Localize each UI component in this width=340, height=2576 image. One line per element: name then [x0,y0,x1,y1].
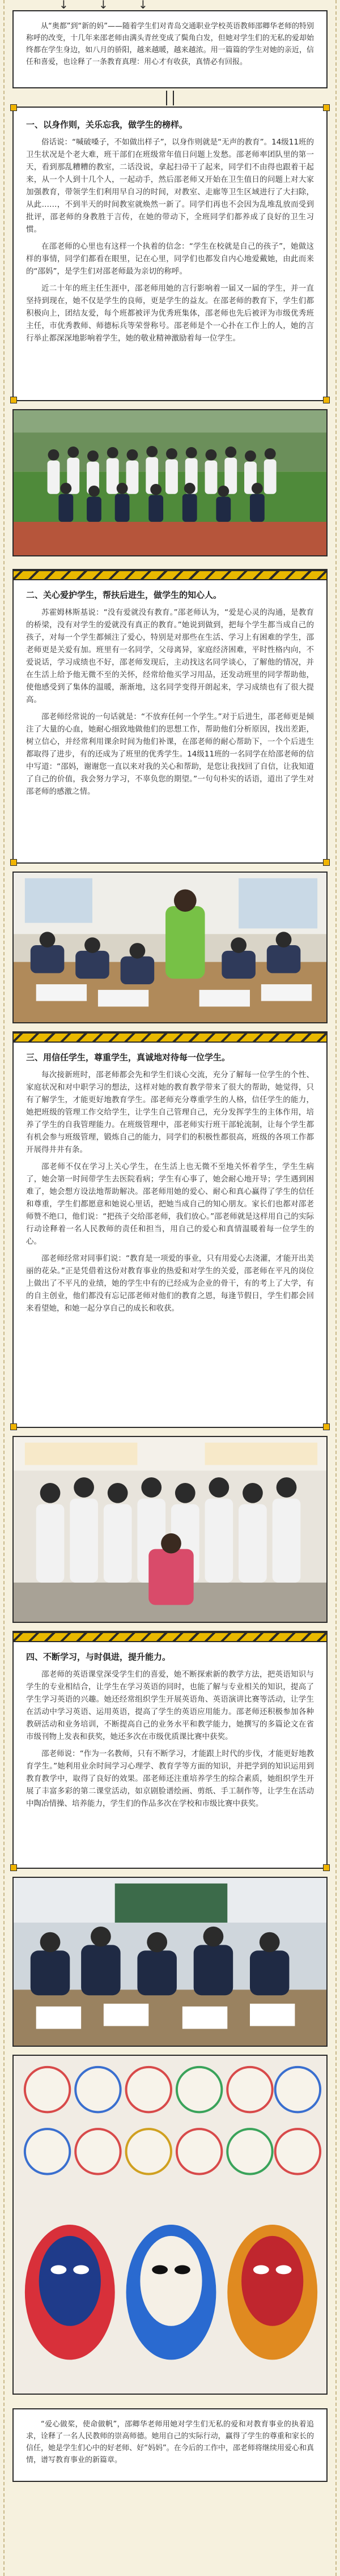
section3-paragraph: 每次接新班时，邵老师都会先和学生们谈心交流，充分了解每一位学生的个性、家庭状况和对中职学习的想法，这样对她的教育教学带来了很大的帮助，她觉得，只有了解学生，才能更好地教育学生。邵老师充分尊重学生的人格，信任学生的能力，她把班级的管理工作交给学生，让学生自己管理自己，充分发挥学生的主体作用，培养了学生的自我管理能力。在班级管理中，邵老师实行班干部轮流制，让每个学生都有机会参与班级管理，锻炼自己的能力，同学们的积极性都很高，班级的各项工作都开展得井井有条。 [26,1070,314,1154]
stripe-decoration [14,1632,326,1642]
down-arrow-icon: ↓ [99,0,108,11]
corner-decoration [323,1423,330,1430]
outro-text: “爱心做桨，使命做帆”，邵卿华老师用她对学生们无私的爱和对教育事业的执着追求，诠释了一名人民教师的崇高师德。她用自己的实际行动，赢得了学生的尊重和家长的信任，她是学生们心中的好老师、好“妈妈”。在今后的工作中，邵老师将继续用爱心和真情，谱写教育事业的新篇章。 [26,2420,314,2464]
classroom-photo-image [14,873,326,1022]
section1-paragraph: 在邵老师的心里也有这样一个执着的信念：“学生在校就是自己的孩子”，她做这样的事情，同学们都看在眼里，记在心里，同学们也都发自内心地爱戴她，由此而来的“邵妈”，是学生们对邵老师最为亲切的称呼。 [26,242,314,276]
corner-decoration [323,859,330,866]
section3-card [12,1031,328,1428]
class-group-photo-image [14,1437,326,1622]
corner-decoration [323,397,330,403]
section1-paragraph: 俗话说：“喊破嗓子，不如做出样子”，以身作则就是“无声的教育”。14级11班的卫生状况是个老大难，班干部们在班级常年值日问题上发愁。邵老师率团队里的第一天，看到那乱糟糟的教室，二话没说，拿起扫帚干了起来，同学们不由得也跟着干起来，从一个人到十几个人，一起动手，然后邵老师又开始在卫生值日的问题上对大家加强教育，带领学生们利用早自习的时间，对教室、走廊等卫生区域进行了大扫除，从此……，不到半天的时间教室就焕然一新了。同学们再也不会因为乱堆乱放而受到批评，邵老师的身教胜于言传，在她的带动下，全班同学们都养成了良好的卫生习惯。 [26,138,314,234]
outro-card [12,2408,328,2482]
down-arrow-icon: ↓ [138,0,148,11]
stripe-decoration [14,1032,326,1043]
opera-masks-photo [12,2055,328,2395]
stripe-decoration [14,570,326,580]
left-dashed-guide [3,0,5,2576]
section1-card [12,107,328,401]
corner-decoration [10,859,17,866]
section4-paragraph: 邵老师说：“作为一名教师，只有不断学习，才能跟上时代的步伐，才能更好地教育学生。”她利用业余时间学习心理学、教育学等方面的知识，并把学到的知识运用到教育教学中，取得了良好的效果。邵老师还注重培养学生的综合素质，她组织学生开展了丰富多彩的第二课堂活动，如京剧脸谱绘画、剪纸、手工制作等，让学生在活动中陶冶情操、培养能力，学生们的作品多次在学校和市级比赛中获奖。 [26,1749,314,1808]
section2-heading: 二、关心爱护学生，帮扶后进生，做学生的知心人。 [26,590,222,600]
down-arrow-icon: ↓ [59,0,69,11]
section4-heading: 四、不断学习，与时俱进，提升能力。 [26,1652,171,1662]
group-photo-image [14,410,326,555]
right-dashed-guide [335,0,337,2576]
section3-heading: 三、用信任学生，尊重学生，真诚地对待每一位学生。 [26,1052,231,1062]
students-working-photo [12,1877,328,2047]
corner-decoration [10,1864,17,1871]
class-group-photo [12,1436,328,1623]
section1-paragraph: 近二十年的班主任生涯中，邵老师用她的言行影响着一届又一届的学生，并一直坚持到现在，她不仅是学生的良师，更是学生的益友。在邵老师的教育下，学生们都积极向上，团结友爱，每个班都被评为优秀班集体，邵老师也先后被评为市级优秀班主任，市优秀教师、师德标兵等荣誉称号。邵老师是个一心扑在工作上的人，她的言行举止都深深地影响着学生，她的敬业精神激励着每一位学生。 [26,284,314,343]
section3-paragraph: 邵老师经常对同事们说：“教育是一项爱的事业，只有用爱心去浇灌，才能开出美丽的花朵。”正是凭借着这份对教育事业的热爱和对学生的关爱，邵老师在平凡的岗位上做出了不平凡的业绩，她的学生中有的已经成为企业的骨干，有的考上了大学，有的自主创业，他们都没有忘记邵老师对他们的教育之恩，每逢节假日，学生们都会回来看望她，和她一起分享自己的成长和收获。 [26,1254,314,1313]
section1-heading: 一、以身作则，关乐忘我，做学生的榜样。 [26,120,188,130]
corner-decoration [323,104,330,111]
connector [164,91,176,105]
corner-decoration [10,104,17,111]
section3-paragraph: 邵老师不仅在学习上关心学生，在生活上也无微不至地关怀着学生，学生生病了，她会第一时间带学生去医院看病；学生有心事了，她会耐心地开导；学生遇到困难了，她会想方设法地帮助解决。邵老师用她的爱心、耐心和真心赢得了学生的信任和尊重，学生们都愿意和她说心里话，把她当成自己的知心朋友。家长们也都对邵老师赞不绝口，他们说：“把孩子交给邵老师，我们放心。”邵老师就是这样用自己的实际行动诠释着一名人民教师的责任和担当，用自己的爱心和真情温暖着每一位学生的心。 [26,1162,314,1246]
students-working-photo-image [14,1878,326,2046]
corner-decoration [323,1864,330,1871]
section4-paragraph: 邵老师的英语课堂深受学生们的喜爱，她不断探索新的教学方法，把英语知识与学生的专业相结合，让学生在学习英语的同时，也能了解与专业相关的知识，提高了学生学习英语的兴趣。她还经常组织学生开展英语角、英语演讲比赛等活动，让学生在活动中学习英语、运用英语，提高了学生的英语应用能力。邵老师还积极参加各种教研活动和业务培训，不断提高自己的业务水平和教学能力，她撰写的多篇论文在省市级刊物上发表和获奖，她还多次在市级优质课比赛中获奖。 [26,1670,314,1741]
corner-decoration [10,1423,17,1430]
corner-decoration [10,397,17,403]
opera-masks-photo-image [14,2056,326,2394]
section2-card [12,569,328,864]
classroom-photo [12,872,328,1023]
section2-paragraph: 邵老师经常说的一句话就是：“不放弃任何一个学生。”对于后进生，邵老师更是倾注了大量的心血，她耐心细致地做他们的思想工作，帮助他们分析原因，找出差距，树立信心，并经常利用课余时间为他们补课，在邵老师的耐心帮助下，一个个后进生都取得了进步，有的还成为了班里的优秀学生。14级11班的一名同学在给邵老师的信中写道：“邵妈，谢谢您一直以来对我的关心和帮助，是您让我找回了自信，让我知道了自己的价值，我会努力学习，不辜负您的期望。”一句句朴实的话语，道出了学生对邵老师的感激之情。 [26,712,314,796]
intro-card [12,0,328,88]
section4-card [12,1631,328,1869]
group-photo-field [12,409,328,556]
intro-text: 从“奥都”到“新的妈”——随着学生们对青岛交通职业学校英语教师邵卿华老师的特别称呼的改变，十几年来邵老师由满头青丝变成了鬓角白发，但她对学生们的无私的爱却始终都在学生身边，如八月的骄阳，越来越暖，越来越浓。用一篇篇的学生对她的亲近，信任和喜爱，也诠释了一条教育真理：用心才有收获，真情必有回报。 [26,22,314,66]
section2-paragraph: 苏霍姆林斯基说：“没有爱就没有教育。”邵老师认为，“爱是心灵的沟通，是教育的桥梁，没有对学生的爱就没有真正的教育。”她说到做到，把每个学生都当成自己的孩子，对每一个学生都倾注了爱心，特别是对那些在生活、学习上有困难的学生，邵老师更是关爱有加。班里有一名同学，父母离异，家庭经济困难，平时性格内向，不爱说话，学习成绩也不好，邵老师发现后，主动找这名同学谈心，了解他的情况，并在生活上给予他无微不至的关怀，经常给他买学习用品，还发动班里的同学帮助他，使他感受到了集体的温暖，渐渐地，这名同学变得开朗起来，学习成绩也有了很大提高。 [26,608,314,704]
